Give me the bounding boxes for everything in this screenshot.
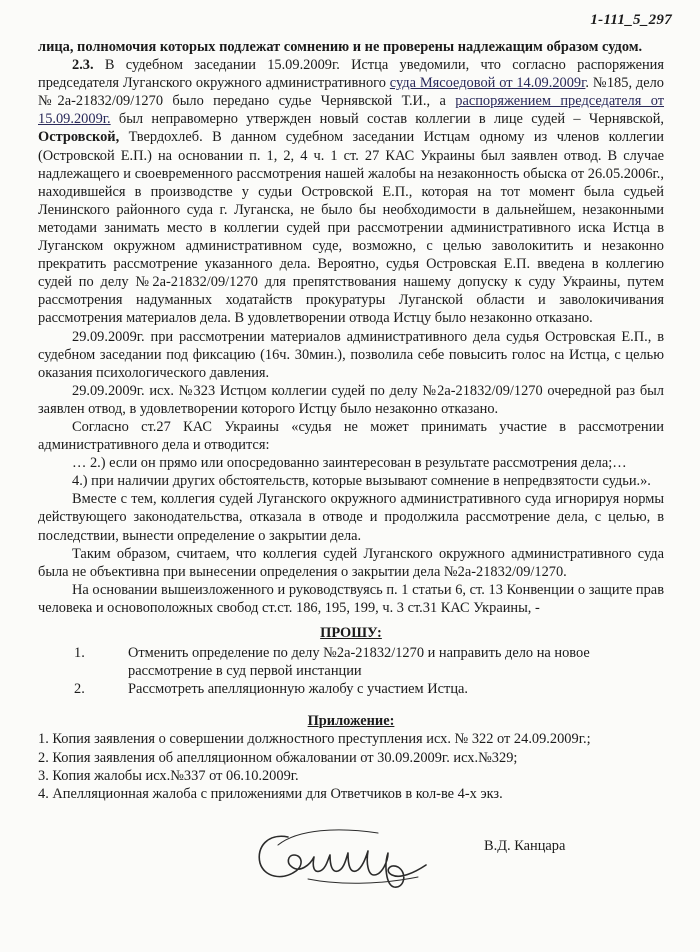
request-item-text: Рассмотреть апелляционную жалобу с участием Истца. xyxy=(128,681,469,698)
request-item-number: 2. xyxy=(74,681,85,698)
request-item xyxy=(38,680,664,698)
paragraph-7: Вместе с тем, коллегия судей Луганского окружного административного суда игнорируя нормы действующего законодательства, отказала в отводе и продолжила рассмотрение дела, с целью, в последствии, вынести определение о закрытии дела. xyxy=(38,491,664,544)
section-text-2: . №185, дело №2а-21832/09/1270 было передано судье Чернявской Т.И., а xyxy=(38,75,664,110)
document-id: 1-111_5_297 xyxy=(590,12,672,28)
attachment-item: 2. Копия заявления об апелляционном обжаловании от 30.09.2009г. исх.№329; xyxy=(38,749,518,766)
document-page xyxy=(38,38,664,919)
signature-area xyxy=(38,809,664,919)
signer-name: В.Д. Канцара xyxy=(484,837,566,854)
intro-text: лица, полномочия которых подлежат сомнению и не проверены надлежащим образом судом xyxy=(38,39,639,55)
bold-name: Островской, xyxy=(38,129,120,146)
quote-item-4: 4.) при наличии других обстоятельств, которые вызывают сомнение в непредвзятости судьи.». xyxy=(72,473,651,490)
paragraph-2: 29.09.2009г. при рассмотрении материалов административного дела судья Островская Е.П., в судебном заседании под фиксацию (16ч. 30мин.), позволила себе повысить голос на Истца, с целью оказания психологического давления. xyxy=(38,328,664,381)
section-text-3: был неправомерно утвержден новый состав коллегии в лице судей – Чернявской, xyxy=(110,111,664,128)
handwritten-signature xyxy=(248,815,448,895)
request-heading: ПРОШУ: xyxy=(320,625,382,641)
attachment-item: 4. Апелляционная жалоба с приложениями для Ответчиков в кол-ве 4-х экз. xyxy=(38,785,503,802)
intro-paragraph: лица, полномочия которых подлежат сомнению и не проверены надлежащим образом судом. xyxy=(38,39,643,55)
paragraph-8: Таким образом, считаем, что коллегия судей Луганского окружного административного суда была не объективна при вынесении определения о закрытии дела №2а-21832/09/1270. xyxy=(38,545,664,580)
underlined-ref-1: суда Мясоедовой от 14.09.2009г xyxy=(389,75,586,92)
section-text-1: В судебном заседании 15.09.2009г. Истца уведомили, что согласно распоряжения председателя Луганского окружного административного xyxy=(38,57,664,92)
section-2-3 xyxy=(38,56,664,327)
attachment-item: 1. Копия заявления о совершении должностного преступления исх. № 322 от 24.09.2009г.; xyxy=(38,731,591,748)
request-item-number: 1. xyxy=(74,645,85,662)
request-item-text: Отменить определение по делу №2а-21832/1270 и направить дело на новое рассмотрение в суд первой инстанции xyxy=(128,645,590,680)
request-item xyxy=(38,644,664,680)
section-number: 2.3. xyxy=(72,57,94,74)
paragraph-4: Согласно ст.27 КАС Украины «судья не может принимать участие в рассмотрении административного дела и отводится: xyxy=(38,418,664,454)
attachment-item: 3. Копия жалобы исх.№337 от 06.10.2009г. xyxy=(38,767,299,784)
paragraph-3: 29.09.2009г. исх. №323 Истцом коллегии судей по делу №2а-21832/09/1270 очередной раз был заявлен отвод, в удовлетворении которого Истцу было незаконно отказано. xyxy=(38,382,664,417)
underlined-ref-2: распоряжением председателя от 15.09.2009г. xyxy=(38,93,665,128)
section-text-4: Твердохлеб. В данном судебном заседании Истцам одному из членов коллегии (Островской Е.П.) на основании п. 1, 2, 4 ч. 1 ст. 27 КАС Украины был заявлен отвод. В случае надлежащего и своевременного рассмотрения нашей жалобы на незаконность обыска от 26.05.2006г., находившейся в производстве у судьи Островской Е.П., которая на тот момент была судьей Ленинского районного суда г. Луганска, не было бы необходимости в дальнейшем, незаконными методами занимать место в коллегии судей при рассмотрении административного иска Истца в Луганском окружном административном суде, возможно, с целью заволокитить и незаконно прекратить рассмотрение указанного дела. Вероятно, судья Островская Е.П. введена в коллегию судей по делу №2а-21832/09/1270 для препятствования нашему допуску к суду Украины, путем рассмотрения надуманных ходатайств прокуратуры Луганской области и заволокичивания рассмотрения материалов дела. В удовлетворении отвода Истцу было незаконно отказано. xyxy=(38,129,664,327)
attachments-heading: Приложение: xyxy=(307,713,395,730)
paragraph-9: На основании вышеизложенного и руководствуясь п. 1 статьи 6, ст. 13 Конвенции о защите прав человека и основоположных свобод ст.ст. 186, 195, 199, ч. 3 ст.31 КАС Украины, - xyxy=(38,581,664,616)
quote-item-2: … 2.) если он прямо или опосредованно заинтересован в результате рассмотрения дела;… xyxy=(72,455,627,472)
